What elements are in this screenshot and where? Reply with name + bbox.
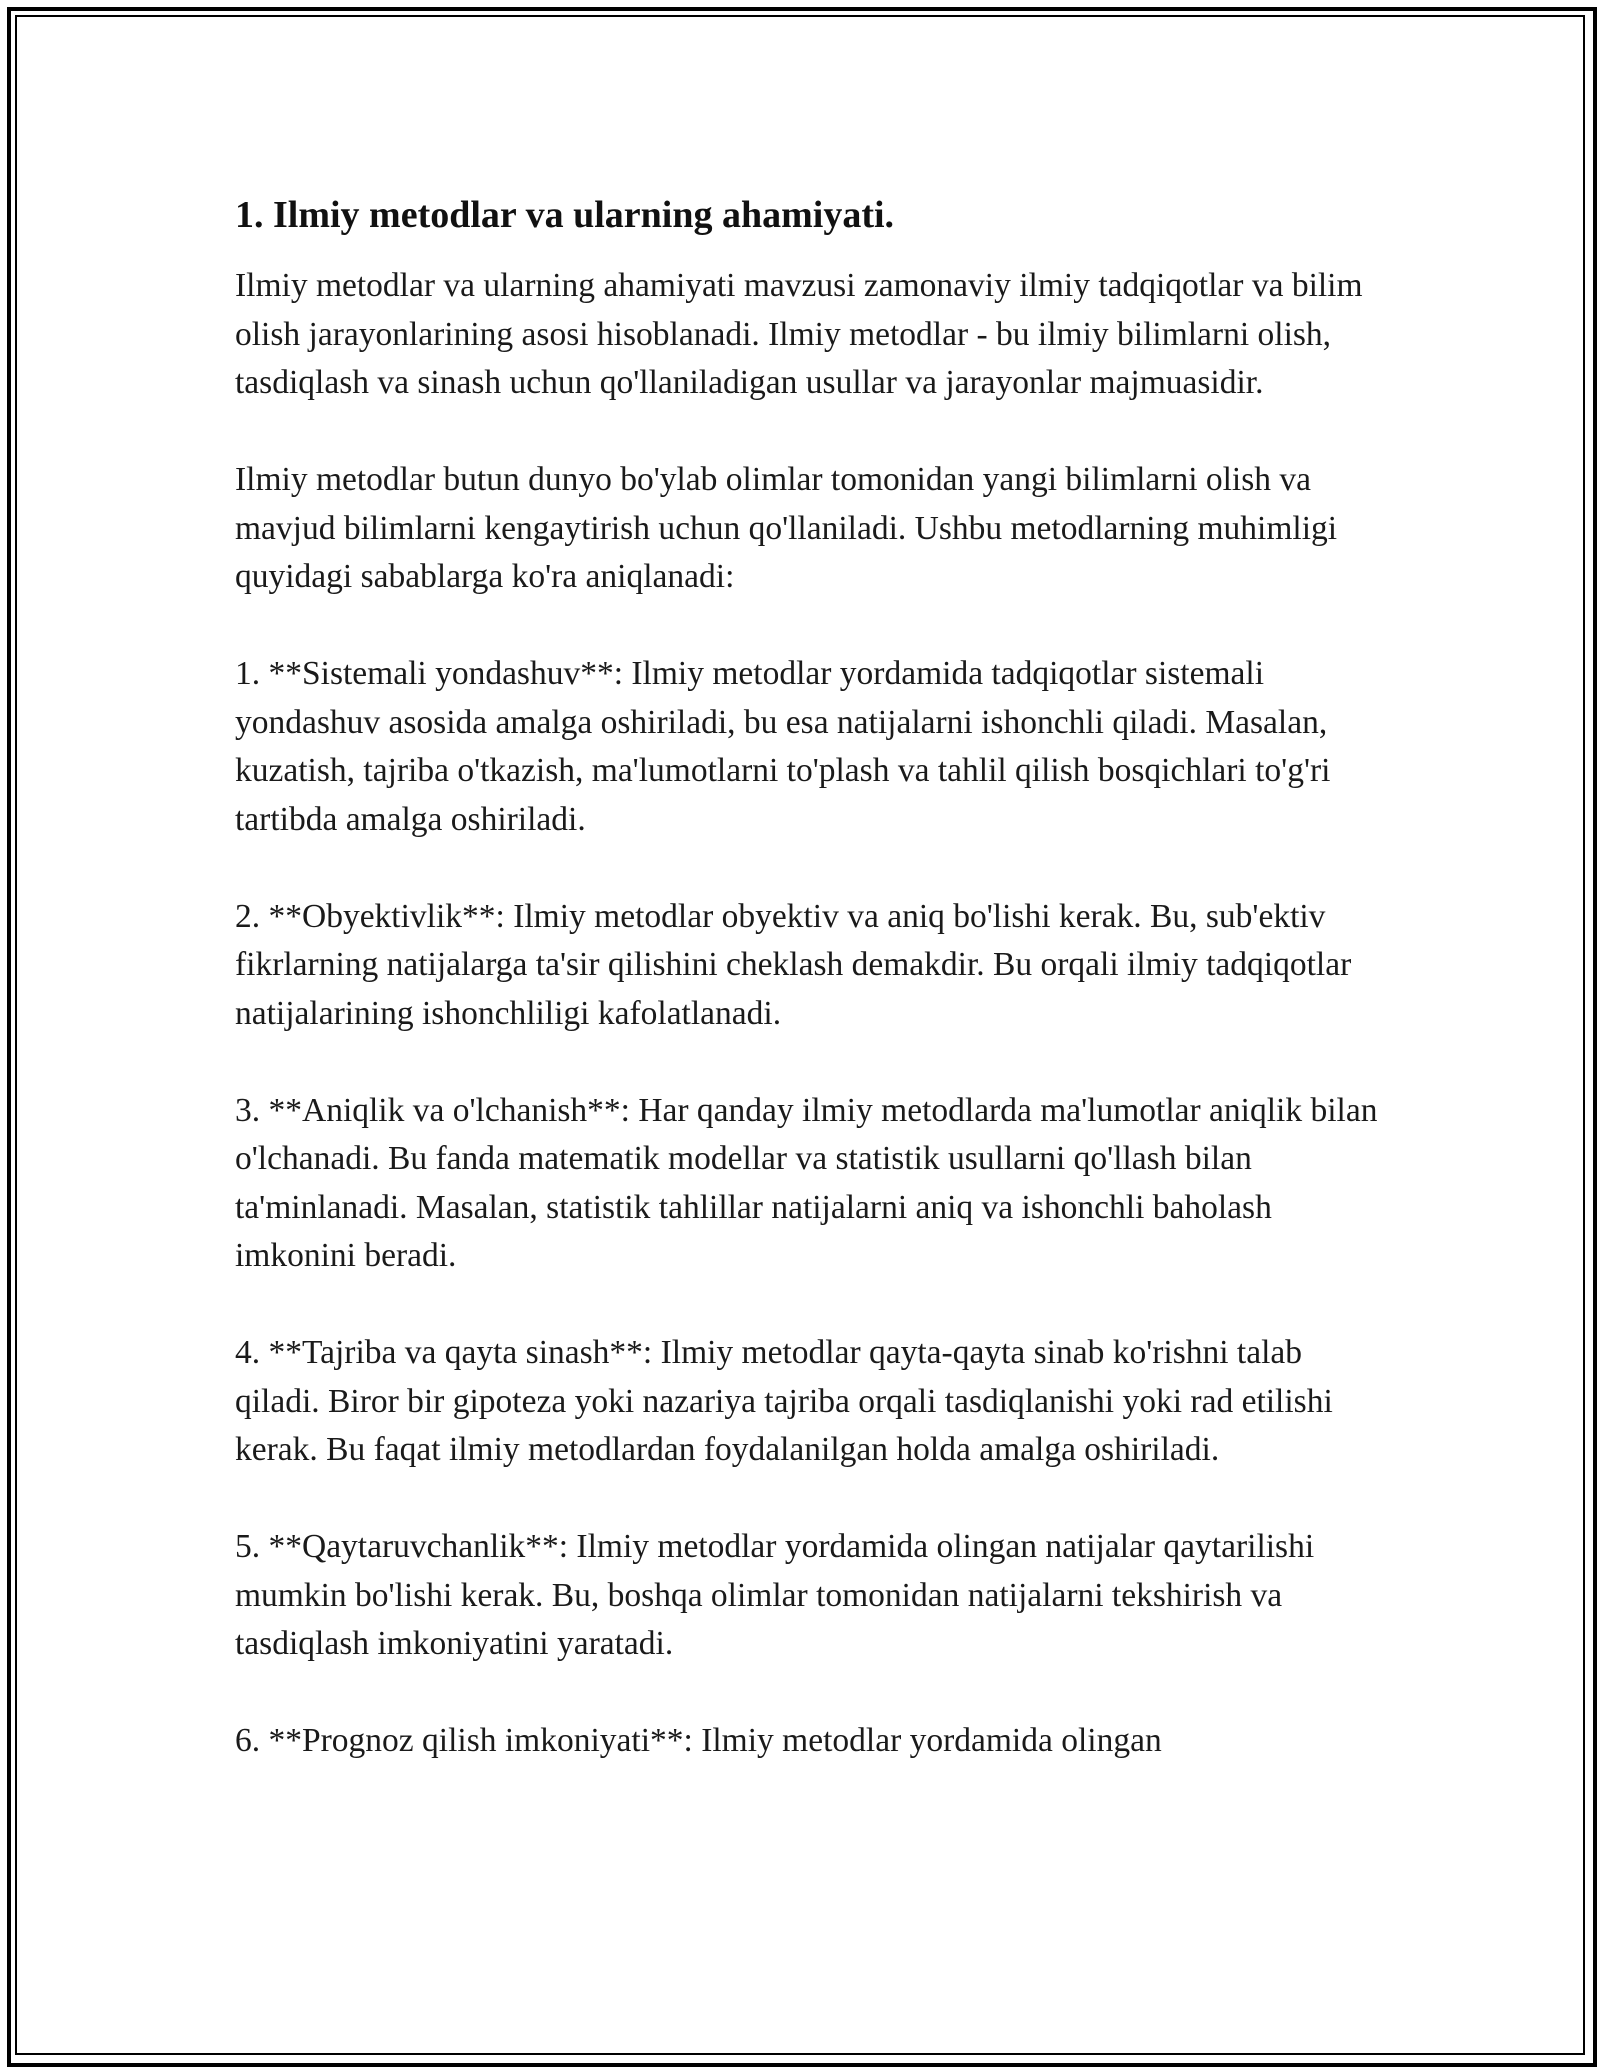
list-item-experiment-retesting: 4. **Tajriba va qayta sinash**: Ilmiy metodlar qayta-qayta sinab ko'rishni talab qiladi. Biror bir gipoteza yoki nazariya tajriba orqali tasdiqlanishi yoki rad etilishi kerak. Bu faqat ilmiy metodlardan foydalanilgan holda amalga oshiriladi. bbox=[235, 1334, 1333, 1468]
document-body bbox=[235, 186, 1385, 1766]
list-item-prediction: 6. **Prognoz qilish imkoniyati**: Ilmiy metodlar yordamida olingan bbox=[235, 1722, 1162, 1759]
list-item-accuracy-measurement: 3. **Aniqlik va o'lchanish**: Har qanday ilmiy metodlarda ma'lumotlar aniqlik bilan o'lchanadi. Bu fanda matematik modellar va statistik usullarni qo'llash bilan ta'minlanadi. Masalan, statistik tahlillar natijalarni aniq va ishonchli baholash imkonini beradi. bbox=[235, 1091, 1378, 1274]
list-item-objectivity: 2. **Obyektivlik**: Ilmiy metodlar obyektiv va aniq bo'lishi kerak. Bu, sub'ektiv fikrlarning natijalarga ta'sir qilishini cheklash demakdir. Bu orqali ilmiy tadqiqotlar natijalarining ishonchliligi kafolatlanadi. bbox=[235, 897, 1352, 1032]
document-title: 1. Ilmiy metodlar va ularning ahamiyati. bbox=[235, 194, 895, 236]
list-item-systematic-approach: 1. **Sistemali yondashuv**: Ilmiy metodlar yordamida tadqiqotlar sistemali yondashuv asosida amalga oshiriladi, bu esa natijalarni ishonchli qiladi. Masalan, kuzatish, tajriba o'tkazish, ma'lumotlarni to'plash va tahlil qilish bosqichlari to'g'ri tartibda amalga oshiriladi. bbox=[235, 655, 1331, 838]
paragraph-importance: Ilmiy metodlar butun dunyo bo'ylab olimlar tomonidan yangi bilimlarni olish va mavjud bilimlarni kengaytirish uchun qo'llaniladi. Ushbu metodlarning muhimligi quyidagi sabablarga ko'ra aniqlanadi: bbox=[235, 461, 1338, 595]
paragraph-intro: Ilmiy metodlar va ularning ahamiyati mavzusi zamonaviy ilmiy tadqiqotlar va bilim olish jarayonlarining asosi hisoblanadi. Ilmiy metodlar - bu ilmiy bilimlarni olish, tasdiqlash va sinash uchun qo'llaniladigan usullar va jarayonlar majmuasidir. bbox=[235, 267, 1363, 401]
list-item-reproducibility: 5. **Qaytaruvchanlik**: Ilmiy metodlar yordamida olingan natijalar qaytarilishi mumkin bo'lishi kerak. Bu, boshqa olimlar tomonidan natijalarni tekshirish va tasdiqlash imkoniyatini yaratadi. bbox=[235, 1528, 1315, 1662]
